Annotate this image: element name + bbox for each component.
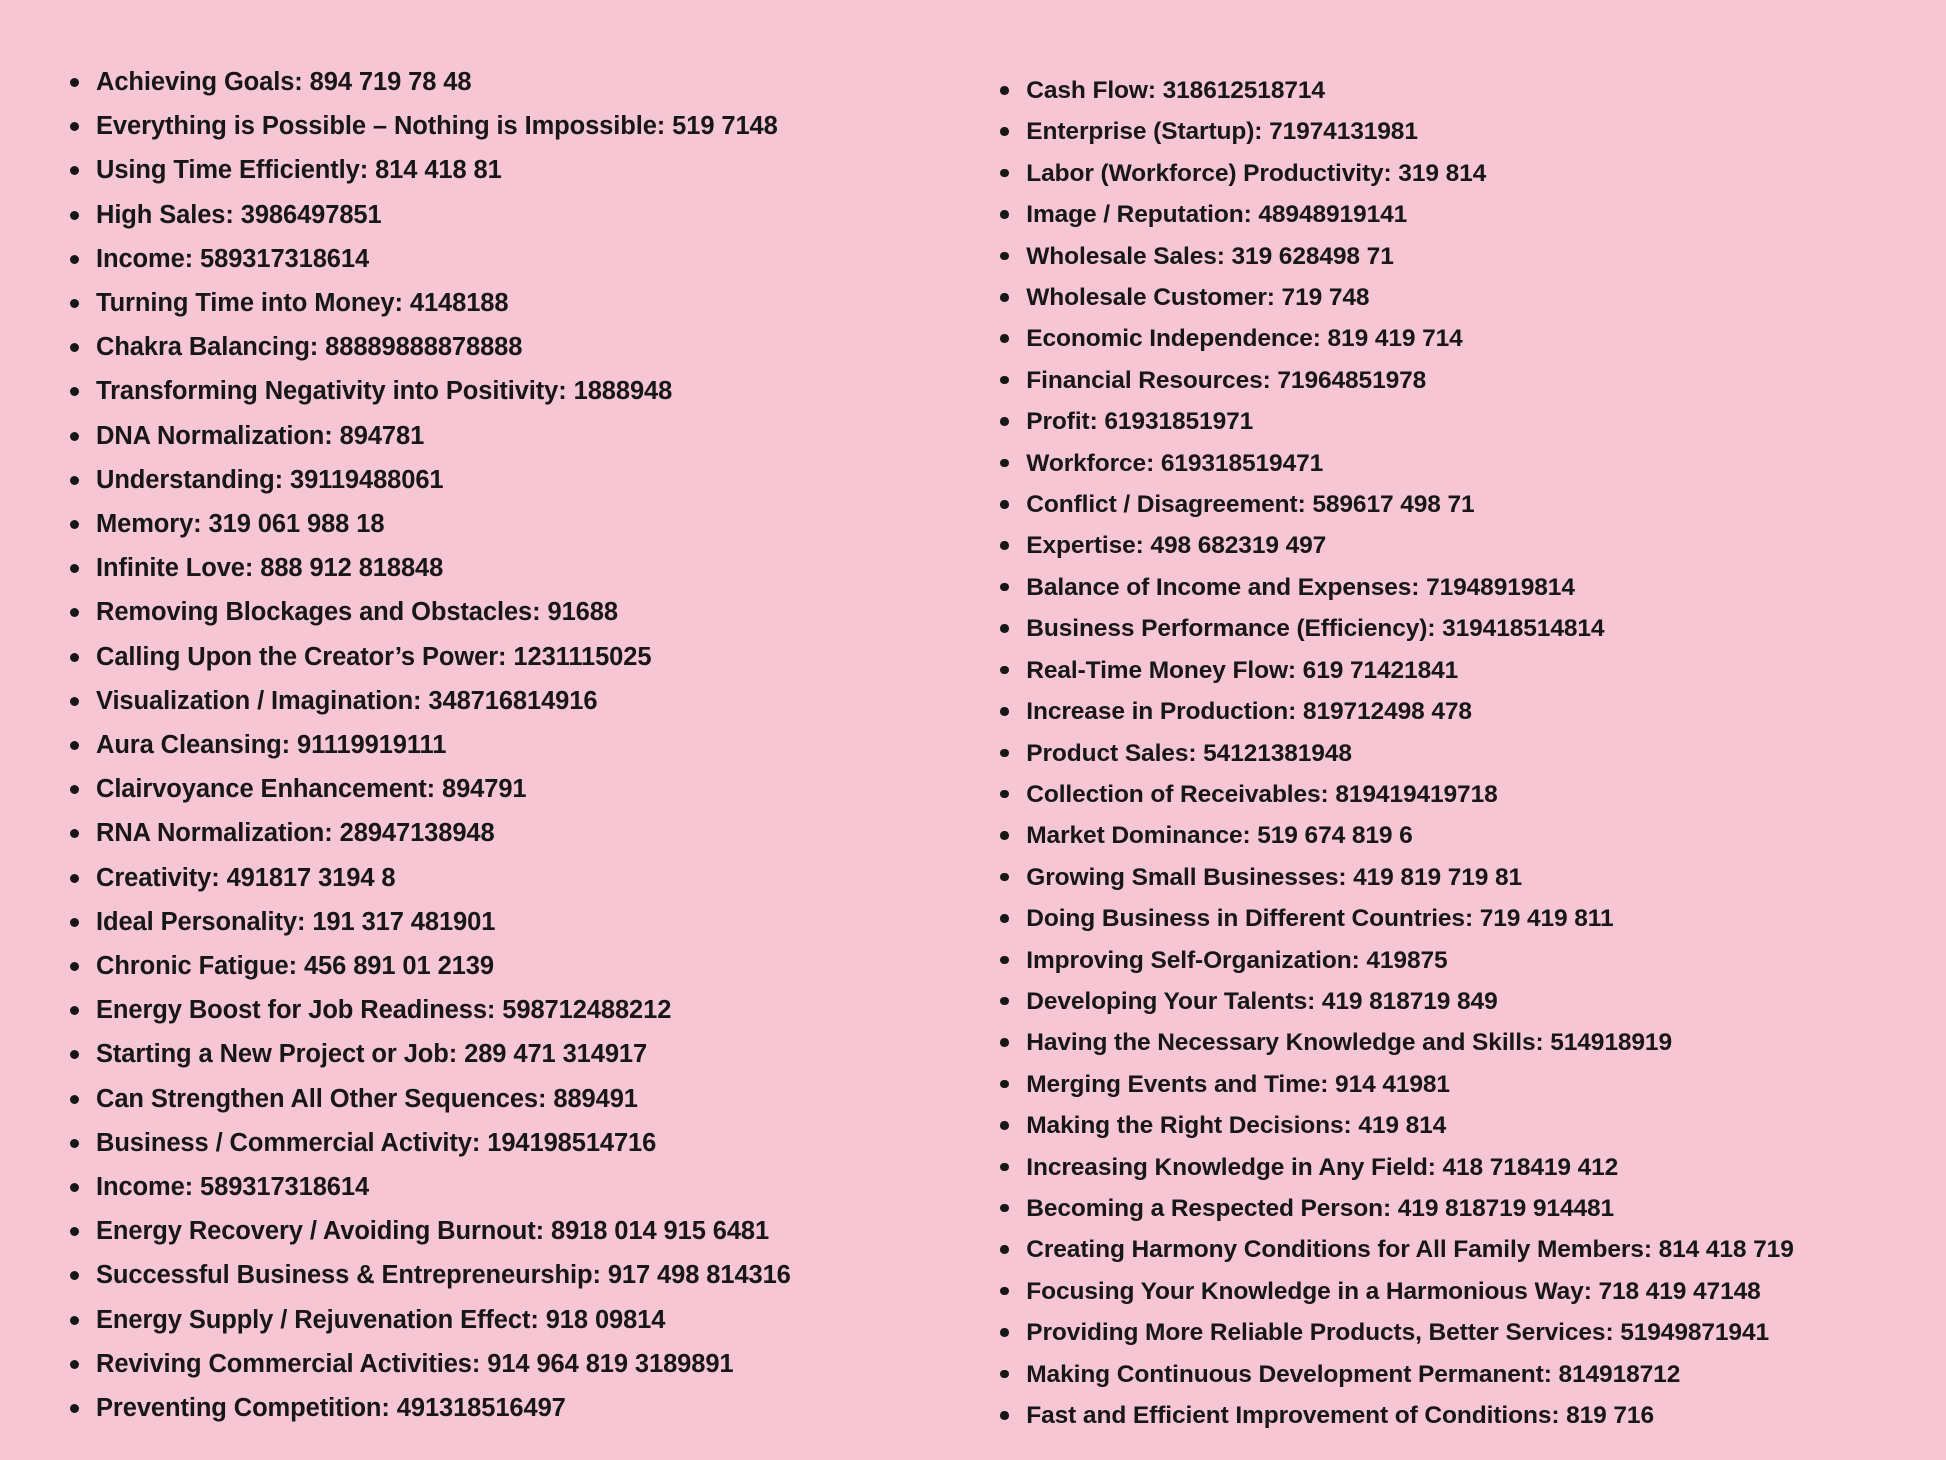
- list-item: Business / Commercial Activity: 194198514716: [54, 1121, 948, 1165]
- list-item: Energy Recovery / Avoiding Burnout: 8918 014 915 6481: [54, 1209, 948, 1253]
- list-item: Financial Resources: 71964851978: [984, 360, 1916, 401]
- list-item: RNA Normalization: 28947138948: [54, 811, 948, 855]
- list-item: Clairvoyance Enhancement: 894791: [54, 767, 948, 811]
- list-item: Everything is Possible – Nothing is Impossible: 519 7148: [54, 104, 948, 148]
- list-item: Income: 589317318614: [54, 237, 948, 281]
- list-item: Collection of Receivables: 819419419718: [984, 774, 1916, 815]
- list-item: Market Dominance: 519 674 819 6: [984, 815, 1916, 856]
- list-item: Infinite Love: 888 912 818848: [54, 546, 948, 590]
- list-item: Making the Right Decisions: 419 814: [984, 1105, 1916, 1146]
- list-item: Providing More Reliable Products, Better Services: 51949871941: [984, 1312, 1916, 1353]
- list-item: Becoming a Respected Person: 419 818719 914481: [984, 1188, 1916, 1229]
- list-item: DNA Normalization: 894781: [54, 414, 948, 458]
- list-item: Making Continuous Development Permanent: 814918712: [984, 1354, 1916, 1395]
- list-item: Chakra Balancing: 88889888878888: [54, 325, 948, 369]
- list-item: Product Sales: 54121381948: [984, 733, 1916, 774]
- list-item: Focusing Your Knowledge in a Harmonious Way: 718 419 47148: [984, 1271, 1916, 1312]
- list-item: Successful Business & Entrepreneurship: 917 498 814316: [54, 1253, 948, 1297]
- list-item: Labor (Workforce) Productivity: 319 814: [984, 153, 1916, 194]
- list-item: Aura Cleansing: 91119919111: [54, 723, 948, 767]
- list-item: Chronic Fatigue: 456 891 01 2139: [54, 944, 948, 988]
- left-column: [30, 44, 948, 1430]
- list-item: Income: 589317318614: [54, 1165, 948, 1209]
- list-item: Removing Blockages and Obstacles: 91688: [54, 590, 948, 634]
- list-item: Starting a New Project or Job: 289 471 314917: [54, 1032, 948, 1076]
- list-item: Can Strengthen All Other Sequences: 889491: [54, 1077, 948, 1121]
- list-item: Achieving Goals: 894 719 78 48: [54, 60, 948, 104]
- list-item: Creating Harmony Conditions for All Family Members: 814 418 719: [984, 1229, 1916, 1270]
- list-item: Transforming Negativity into Positivity: 1888948: [54, 369, 948, 413]
- list-item: Fast and Efficient Improvement of Conditions: 819 716: [984, 1395, 1916, 1436]
- list-item: Enterprise (Startup): 71974131981: [984, 111, 1916, 152]
- list-item: Developing Your Talents: 419 818719 849: [984, 981, 1916, 1022]
- list-item: Increasing Knowledge in Any Field: 418 718419 412: [984, 1147, 1916, 1188]
- list-item: Preventing Competition: 491318516497: [54, 1386, 948, 1430]
- list-item: Ideal Personality: 191 317 481901: [54, 900, 948, 944]
- list-item: Using Time Efficiently: 814 418 81: [54, 148, 948, 192]
- list-item: Expertise: 498 682319 497: [984, 525, 1916, 566]
- list-item: Merging Events and Time: 914 41981: [984, 1064, 1916, 1105]
- list-item: Conflict / Disagreement: 589617 498 71: [984, 484, 1916, 525]
- list-item: Image / Reputation: 48948919141: [984, 194, 1916, 235]
- list-item: Wholesale Customer: 719 748: [984, 277, 1916, 318]
- list-item: Doing Business in Different Countries: 719 419 811: [984, 898, 1916, 939]
- list-item: Balance of Income and Expenses: 71948919814: [984, 567, 1916, 608]
- list-item: Improving Self-Organization: 419875: [984, 940, 1916, 981]
- list-item: Calling Upon the Creator’s Power: 1231115025: [54, 635, 948, 679]
- list-item: Real-Time Money Flow: 619 71421841: [984, 650, 1916, 691]
- right-column-list: [984, 70, 1916, 1436]
- list-item: Wholesale Sales: 319 628498 71: [984, 236, 1916, 277]
- list-item: Cash Flow: 318612518714: [984, 70, 1916, 111]
- left-column-list: [54, 60, 948, 1430]
- list-item: Turning Time into Money: 4148188: [54, 281, 948, 325]
- list-item: High Sales: 3986497851: [54, 193, 948, 237]
- list-item: Business Performance (Efficiency): 319418514814: [984, 608, 1916, 649]
- list-item: Growing Small Businesses: 419 819 719 81: [984, 857, 1916, 898]
- list-item: Reviving Commercial Activities: 914 964 819 3189891: [54, 1342, 948, 1386]
- list-item: Understanding: 39119488061: [54, 458, 948, 502]
- list-item: Profit: 61931851971: [984, 401, 1916, 442]
- right-column: [948, 44, 1916, 1436]
- list-item: Visualization / Imagination: 348716814916: [54, 679, 948, 723]
- list-item: Creativity: 491817 3194 8: [54, 856, 948, 900]
- list-item: Having the Necessary Knowledge and Skills: 514918919: [984, 1022, 1916, 1063]
- list-item: Workforce: 619318519471: [984, 443, 1916, 484]
- list-item: Energy Boost for Job Readiness: 598712488212: [54, 988, 948, 1032]
- list-item: Memory: 319 061 988 18: [54, 502, 948, 546]
- list-item: Energy Supply / Rejuvenation Effect: 918 09814: [54, 1298, 948, 1342]
- list-item: Increase in Production: 819712498 478: [984, 691, 1916, 732]
- list-item: Economic Independence: 819 419 714: [984, 318, 1916, 359]
